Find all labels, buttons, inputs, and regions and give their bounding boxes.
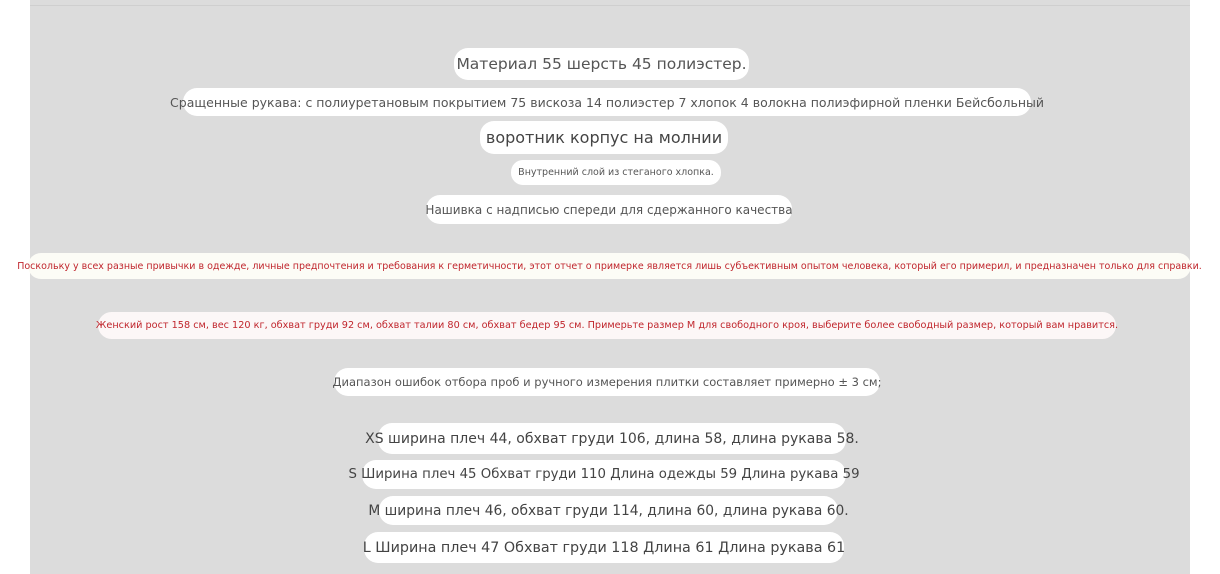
patch-text: Нашивка с надписью спереди для сдержанного качества bbox=[426, 195, 792, 224]
lining-text: Внутренний слой из стеганого хлопка. bbox=[511, 160, 721, 185]
divider bbox=[30, 5, 1190, 6]
size-l-text: L Ширина плеч 47 Обхват груди 118 Длина 61 Длина рукава 61 bbox=[364, 532, 844, 563]
measurement-error-text: Диапазон ошибок отбора проб и ручного измерения плитки составляет примерно ± 3 см; bbox=[334, 368, 880, 396]
size-s-text: S Ширина плеч 45 Обхват груди 110 Длина одежды 59 Длина рукава 59 bbox=[362, 460, 846, 489]
fit-note-text: Женский рост 158 см, вес 120 кг, обхват груди 92 см, обхват талии 80 см, обхват бедер 95 см. Примерьте размер M для свободного кроя, выберите более свободный размер, который вам нравится. bbox=[98, 312, 1116, 339]
size-xs-text: XS ширина плеч 44, обхват груди 106, длина 58, длина рукава 58. bbox=[378, 423, 846, 454]
material-text: Материал 55 шерсть 45 полиэстер. bbox=[454, 48, 749, 80]
disclaimer-text: Поскольку у всех разные привычки в одежде, личные предпочтения и требования к герметичности, этот отчет о примерке является лишь субъективным опытом человека, который его примерил, и предназначен только для справки. bbox=[28, 253, 1191, 279]
size-m-text: M ширина плеч 46, обхват груди 114, длина 60, длина рукава 60. bbox=[379, 496, 838, 525]
collar-text: воротник корпус на молнии bbox=[480, 121, 728, 154]
sleeves-text: Сращенные рукава: с полиуретановым покрытием 75 вискоза 14 полиэстер 7 хлопок 4 волокна полиэфирной пленки Бейсбольный bbox=[183, 88, 1031, 116]
